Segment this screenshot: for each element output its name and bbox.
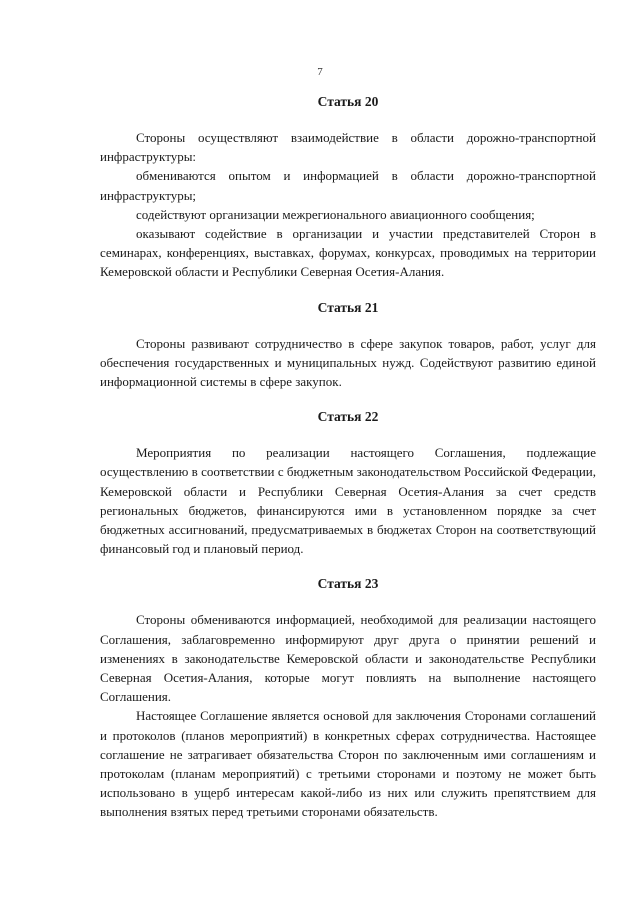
article-paragraph: Мероприятия по реализации настоящего Соглашения, подлежащие осуществлению в соответствии с бюджетным законодательством Российской Федерации, Кемеровской области и Республики Северная Осетия-Алания за счет средств региональных бюджетов, финансируются ими в установленном порядке за счет бюджетных ассигнований, предусматриваемых в бюджетах Сторон на соответствующий финансовый год и плановый период. bbox=[100, 445, 596, 557]
article-21 bbox=[100, 298, 596, 392]
article-paragraph: Стороны осуществляют взаимодействие в области дорожно-транспортной инфраструктуры: bbox=[100, 130, 596, 165]
article-title: Статья 20 bbox=[317, 94, 379, 109]
article-20 bbox=[100, 92, 596, 282]
article-paragraph: оказывают содействие в организации и участии представителей Сторон в семинарах, конференциях, выставках, форумах, конкурсах, проводимых на территории Кемеровской области и Республики Северная Осетия-Алания. bbox=[100, 226, 596, 280]
article-paragraph: Настоящее Соглашение является основой для заключения Сторонами соглашений и протоколов (планов мероприятий) в конкретных сферах сотрудничества. Настоящее соглашение не затрагивает обязательства Сторон по заключенным ими соглашениям и протоколам (планам мероприятий) с третьими сторонами и поэтому не может быть использовано в ущерб интересам какой-либо из них или служить препятствием для выполнения взятых перед третьими сторонами обязательств. bbox=[100, 708, 596, 820]
article-22 bbox=[100, 407, 596, 558]
article-paragraph: Стороны обмениваются информацией, необходимой для реализации настоящего Соглашения, заблаговременно информируют друг друга о принятии решений и изменениях в законодательстве Кемеровской области и законодательстве Республики Северная Осетия-Алания, которые могут повлиять на выполнение настоящего Соглашения. bbox=[100, 612, 596, 705]
article-paragraph: обмениваются опытом и информацией в области дорожно-транспортной инфраструктуры; bbox=[100, 168, 596, 203]
document-body bbox=[100, 92, 596, 822]
page-number: 7 bbox=[317, 66, 323, 78]
article-title: Статья 23 bbox=[317, 576, 379, 592]
article-title: Статья 22 bbox=[317, 409, 379, 425]
article-title: Статья 21 bbox=[317, 299, 379, 315]
article-23 bbox=[100, 574, 596, 821]
article-paragraph: содействуют организации межрегионального авиационного сообщения; bbox=[136, 206, 535, 222]
article-paragraph: Стороны развивают сотрудничество в сфере закупок товаров, работ, услуг для обеспечения государственных и муниципальных нужд. Содействуют развитию единой информационной системы в сфере закупок. bbox=[100, 335, 596, 390]
